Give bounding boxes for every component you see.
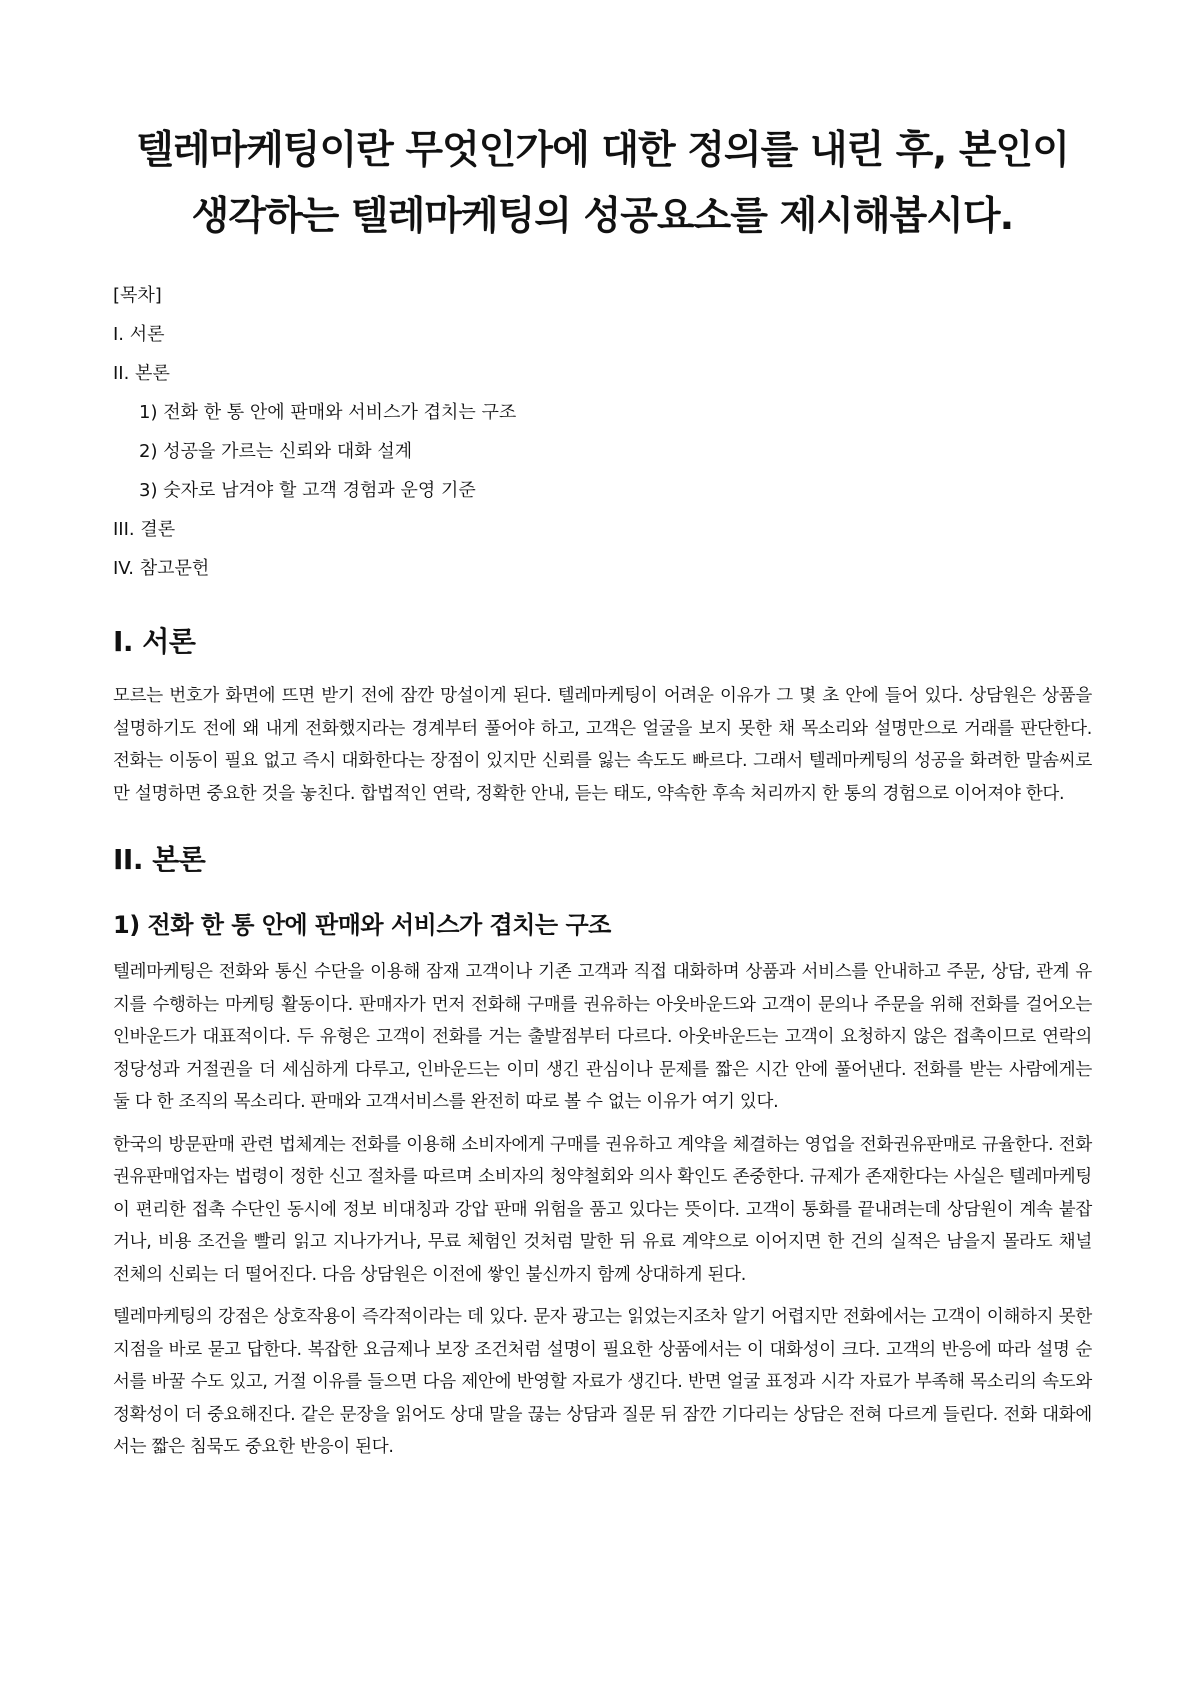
- body-section: [113, 832, 1092, 1464]
- intro-heading: I. 서론: [113, 625, 196, 658]
- table-of-contents: [113, 276, 1092, 588]
- toc-item-body-2: 2) 성공을 가르는 신뢰와 대화 설계: [139, 441, 413, 462]
- subsection-1-paragraph: 한국의 방문판매 관련 법체계는 전화를 이용해 소비자에게 구매를 권유하고 계약을 체결하는 영업을 전화권유판매로 규율한다. 전화권유판매업자는 법령이 정한 신고 절차를 따르며 소비자의 청약철회와 의사 확인도 존중한다. 규제가 존재한다는 사실은 텔레마케팅이 편리한 접촉 수단인 동시에 정보 비대칭과 강압 판매 위험을 품고 있다는 뜻이다. 고객이 통화를 끝내려는데 상담원이 계속 붙잡거나, 비용 조건을 빨리 읽고 지나가거나, 무료 체험인 것처럼 말한 뒤 유료 계약으로 이어지면 한 건의 실적은 남을지 몰라도 채널 전체의 신뢰는 더 떨어진다. 다음 상담원은 이전에 쌓인 불신까지 함께 상대하게 된다.: [113, 1134, 1092, 1285]
- toc-item-references: IV. 참고문헌: [113, 558, 210, 579]
- subsection-1-paragraph: 텔레마케팅의 강점은 상호작용이 즉각적이라는 데 있다. 문자 광고는 읽었는지조차 알기 어렵지만 전화에서는 고객이 이해하지 못한 지점을 바로 묻고 답한다. 복잡한 요금제나 보장 조건처럼 설명이 필요한 상품에서는 이 대화성이 크다. 고객의 반응에 따라 설명 순서를 바꿀 수도 있고, 거절 이유를 들으면 다음 제안에 반영할 자료가 생긴다. 반면 얼굴 표정과 시각 자료가 부족해 목소리의 속도와 정확성이 더 중요해진다. 같은 문장을 읽어도 상대 말을 끊는 상담과 질문 뒤 잠깐 기다리는 상담은 전혀 다르게 들린다. 전화 대화에서는 짧은 침묵도 중요한 반응이 된다.: [113, 1307, 1092, 1457]
- subsection-1-heading: 1) 전화 한 통 안에 판매와 서비스가 겹치는 구조: [113, 911, 611, 939]
- intro-paragraph: 모르는 번호가 화면에 뜨면 받기 전에 잠깐 망설이게 된다. 텔레마케팅이 어려운 이유가 그 몇 초 안에 들어 있다. 상담원은 상품을 설명하기도 전에 왜 내게 전화했지라는 경계부터 풀어야 하고, 고객은 얼굴을 보지 못한 채 목소리와 설명만으로 거래를 판단한다. 전화는 이동이 필요 없고 즉시 대화한다는 장점이 있지만 신뢰를 잃는 속도도 빠르다. 그래서 텔레마케팅의 성공을 화려한 말솜씨로만 설명하면 중요한 것을 놓친다. 합법적인 연락, 정확한 안내, 듣는 태도, 약속한 후속 처리까지 한 통의 경험으로 이어져야 한다.: [113, 686, 1092, 804]
- toc-item-body: II. 본론: [113, 363, 170, 384]
- intro-section: [113, 614, 1092, 810]
- toc-item-conclusion: III. 결론: [113, 519, 176, 540]
- body-heading: II. 본론: [113, 843, 206, 876]
- toc-heading: [목차]: [113, 285, 162, 306]
- document-title: 텔레마케팅이란 무엇인가에 대한 정의를 내린 후, 본인이 생각하는 텔레마케팅의 성공요소를 제시해봅시다.: [136, 128, 1069, 239]
- toc-item-body-3: 3) 숫자로 남겨야 할 고객 경험과 운영 기준: [139, 480, 476, 501]
- toc-item-intro: I. 서론: [113, 324, 165, 345]
- toc-item-body-1: 1) 전화 한 통 안에 판매와 서비스가 겹치는 구조: [139, 402, 517, 423]
- subsection-1-paragraph: 텔레마케팅은 전화와 통신 수단을 이용해 잠재 고객이나 기존 고객과 직접 대화하며 상품과 서비스를 안내하고 주문, 상담, 관계 유지를 수행하는 마케팅 활동이다. 판매자가 먼저 전화해 구매를 권유하는 아웃바운드와 고객이 문의나 주문을 위해 전화를 걸어오는 인바운드가 대표적이다. 두 유형은 고객이 전화를 거는 출발점부터 다르다. 아웃바운드는 고객이 요청하지 않은 접촉이므로 연락의 정당성과 거절권을 더 세심하게 다루고, 인바운드는 이미 생긴 관심이나 문제를 짧은 시간 안에 풀어낸다. 전화를 받는 사람에게는 둘 다 한 조직의 목소리다. 판매와 고객서비스를 완전히 따로 볼 수 없는 이유가 여기 있다.: [113, 962, 1092, 1112]
